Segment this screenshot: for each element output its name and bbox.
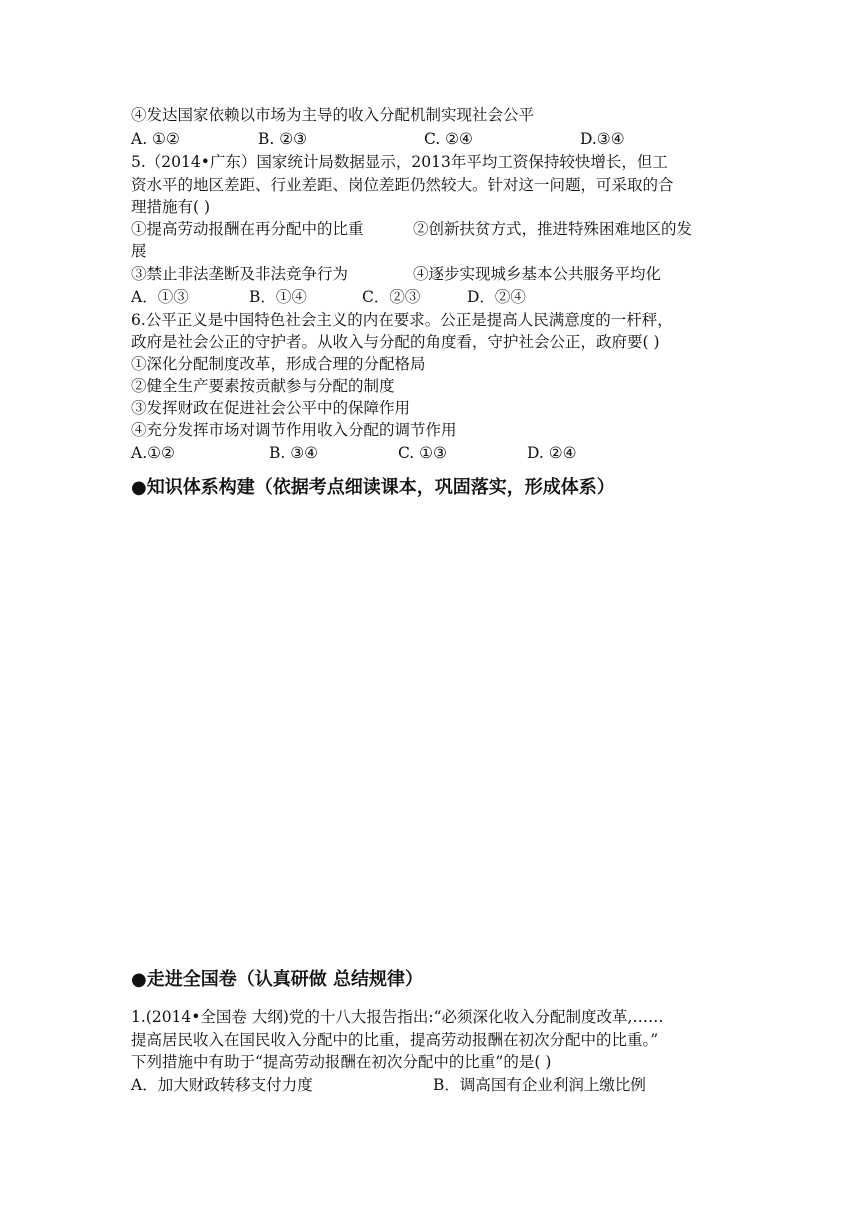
q5-item-2: ②创新扶贫方式，推进特殊困难地区的发 (413, 220, 693, 238)
q6-option-c: C. ①③ (398, 444, 447, 462)
q6-options (131, 443, 731, 463)
q5-stem-line-3: 理措施有( ) (131, 198, 211, 216)
q5-item-4: ④逐步实现城乡基本公共服务平均化 (413, 265, 662, 283)
n1-stem-line-3: 下列措施中有助于“提高劳动报酬在初次分配中的比重”的是( ) (131, 1053, 552, 1071)
q5-options (131, 287, 731, 307)
n1-stem-line-1: 1.(2014•全国卷 大纲)党的十八大报告指出:“必须深化收入分配制度改革,…… (131, 1008, 664, 1026)
q6-option-a: A.①② (131, 444, 175, 462)
q4-option-c: C. ②④ (424, 130, 473, 148)
n1-stem-line-2: 提高居民收入在国民收入分配中的比重，提高劳动报酬在初次分配中的比重。” (131, 1031, 659, 1049)
q6-stem-line-1: 6.公平正义是中国特色社会主义的内在要求。公正是提高人民满意度的一杆秤， (131, 311, 673, 329)
q5-item-2-continued: 展 (131, 242, 147, 260)
q5-option-d: D．②④ (467, 288, 526, 306)
q5-item-3: ③禁止非法垄断及非法竞争行为 (131, 265, 349, 283)
q6-item-2: ②健全生产要素按贡献参与分配的制度 (131, 377, 395, 395)
q4-option-a: A. ①② (131, 130, 180, 148)
q6-option-b: B. ③④ (269, 444, 319, 462)
q5-items-row-2 (131, 264, 731, 284)
q4-options (131, 129, 731, 149)
q6-item-4: ④充分发挥市场对调节作用收入分配的调节作用 (131, 421, 457, 439)
q5-option-c: C．②③ (362, 288, 421, 306)
q5-option-b: B．①④ (249, 288, 307, 306)
q5-stem-line-1: 5.（2014•广东）国家统计局数据显示，2013年平均工资保持较快增长，但工 (131, 153, 668, 171)
q6-item-1: ①深化分配制度改革，形成合理的分配格局 (131, 355, 426, 373)
q4-option-b: B. ②③ (258, 130, 308, 148)
section-heading-knowledge-system: ●知识体系构建（依据考点细读课本，巩固落实，形成体系） (131, 477, 615, 498)
q5-option-a: A．①③ (131, 288, 189, 306)
n1-option-b: B．调高国有企业利润上缴比例 (433, 1076, 646, 1094)
q5-item-1: ①提高劳动报酬在再分配中的比重 (131, 220, 364, 238)
q4-option-d: D.③④ (580, 130, 625, 148)
q5-items-row-1 (131, 219, 731, 239)
q4-item-4: ④发达国家依赖以市场为主导的收入分配机制实现社会公平 (131, 106, 535, 124)
q6-item-3: ③发挥财政在促进社会公平中的保障作用 (131, 399, 411, 417)
q5-stem-line-2: 资水平的地区差距、行业差距、岗位差距仍然较大。针对这一问题，可采取的合 (131, 176, 674, 194)
n1-option-a: A．加大财政转移支付力度 (131, 1076, 313, 1094)
n1-options-row (131, 1075, 731, 1095)
q6-stem-line-2: 政府是社会公正的守护者。从收入与分配的角度看，守护社会公正，政府要( ) (131, 333, 660, 351)
q6-option-d: D. ②④ (527, 444, 577, 462)
section-heading-national-exam: ●走进全国卷（认真研做 总结规律） (131, 969, 423, 990)
